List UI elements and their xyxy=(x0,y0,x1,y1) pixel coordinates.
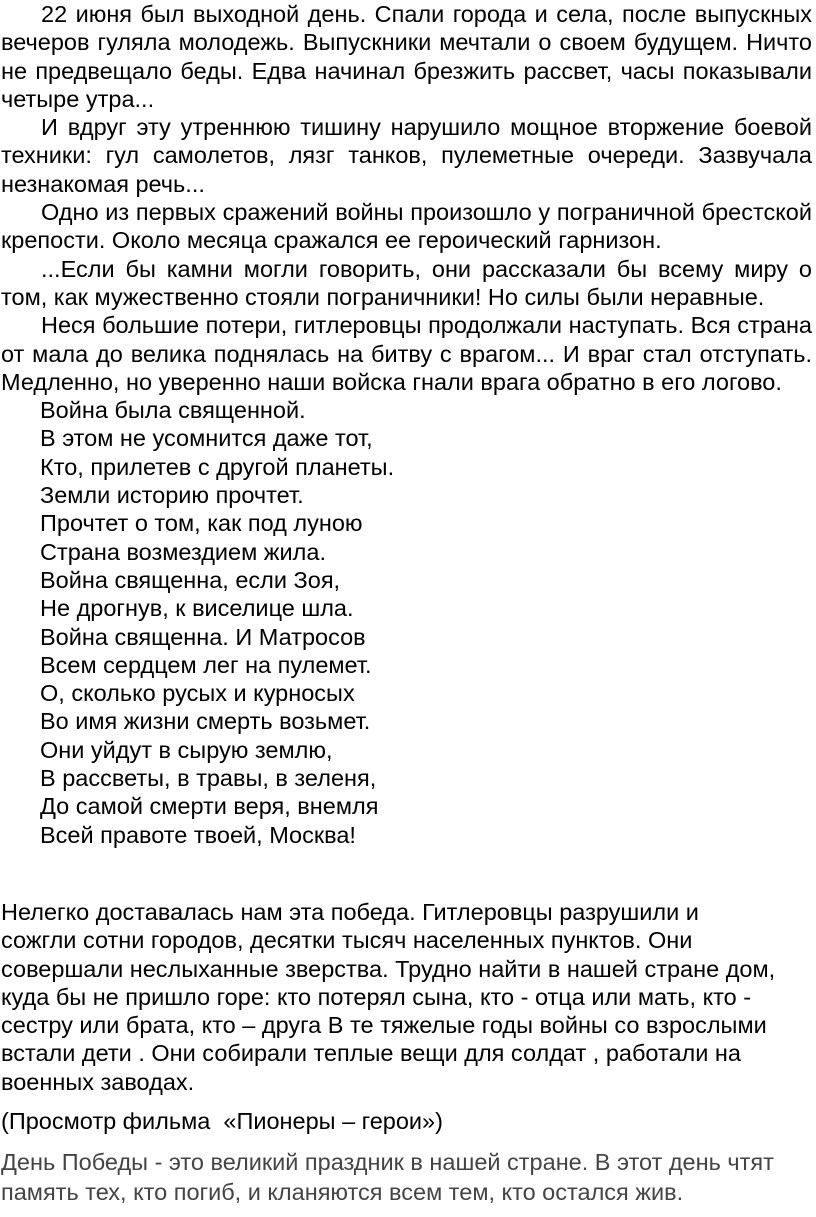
victory-cost-section xyxy=(0,898,814,1096)
text-line: сожгли сотни городов, десятки тысяч населенных пунктов. Они xyxy=(1,927,693,954)
poem-line: Во имя жизни смерть возьмет. xyxy=(40,708,371,735)
victory-day-section xyxy=(0,1147,815,1207)
poem-line: Всей правоте твоей, Москва! xyxy=(40,821,356,848)
paragraph-brest-fortress: Одно из первых сражений войны произошло у пограничной брестской крепости. Около месяца сражался ее героический гарнизон. xyxy=(1,199,812,254)
poem-line: Они уйдут в сырую землю, xyxy=(40,736,333,763)
poem-line: Земли историю прочтет. xyxy=(40,482,304,509)
poem-line: Война была священной. xyxy=(40,397,306,424)
poem xyxy=(0,396,814,849)
text-line: Нелегко доставалась нам эта победа. Гитлеровцы разрушили и xyxy=(1,899,699,925)
paragraph-retreat: Неся большие потери, гитлеровцы продолжали наступать. Вся страна от мала до велика поднялась на битву с врагом... И враг стал отступать. Медленно, но уверенно наши войска гнали врага обратно в его логово. xyxy=(1,312,812,395)
text-line: куда бы не пришло горе: кто потерял сына, кто - отца или мать, кто - xyxy=(1,983,752,1010)
poem-line: Всем сердцем лег на пулемет. xyxy=(40,651,372,678)
poem-line: В этом не усомнится даже тот, xyxy=(40,425,373,452)
paragraph-border-guards: ...Если бы камни могли говорить, они рассказали бы всему миру о том, как мужественно стояли пограничники! Но силы были неравные. xyxy=(1,255,812,310)
poem-line: Война священна. И Матросов xyxy=(40,623,366,650)
poem-line: В рассветы, в травы, в зеленя, xyxy=(40,765,377,792)
text-line: военных заводах. xyxy=(1,1068,195,1095)
text-line: встали дети . Они собирали теплые вещи для солдат , работали на xyxy=(1,1040,741,1067)
poem-line: Не дрогнув, к виселице шла. xyxy=(40,595,354,622)
poem-line: Прочтет о том, как под луною xyxy=(40,510,363,537)
paragraph-invasion: И вдруг эту утреннюю тишину нарушило мощное вторжение боевой техники: гул самолетов, лязг танков, пулеметные очереди. Зазвучала незнакомая речь... xyxy=(1,114,812,197)
text-line: День Победы - это великий праздник в нашей стране. В этот день чтят xyxy=(1,1149,774,1175)
text-line: память тех, кто погиб, и кланяются всем тем, кто остался жив. xyxy=(1,1179,684,1205)
poem-line: До самой смерти веря, внемля xyxy=(40,793,379,820)
text-line: совершали неслыханные зверства. Трудно найти в нашей стране дом, xyxy=(1,955,776,982)
film-note: (Просмотр фильма «Пионеры – герои») xyxy=(1,1108,443,1134)
poem-line: О, сколько русых и курносых xyxy=(40,680,355,707)
poem-line: Война священна, если Зоя, xyxy=(40,566,341,593)
paragraph-june-22: 22 июня был выходной день. Спали города и села, после выпускных вечеров гуляла молодежь. Выпускники мечтали о своем будущем. Ничто не предвещало беды. Едва начинал брезжить рассвет, часы показывали четыре утра... xyxy=(1,1,812,112)
text-line: сестру или брата, кто – друга В те тяжелые годы войны со взрослыми xyxy=(1,1012,767,1039)
poem-line: Страна возмездием жила. xyxy=(40,538,326,565)
poem-line: Кто, прилетев с другой планеты. xyxy=(40,453,395,480)
